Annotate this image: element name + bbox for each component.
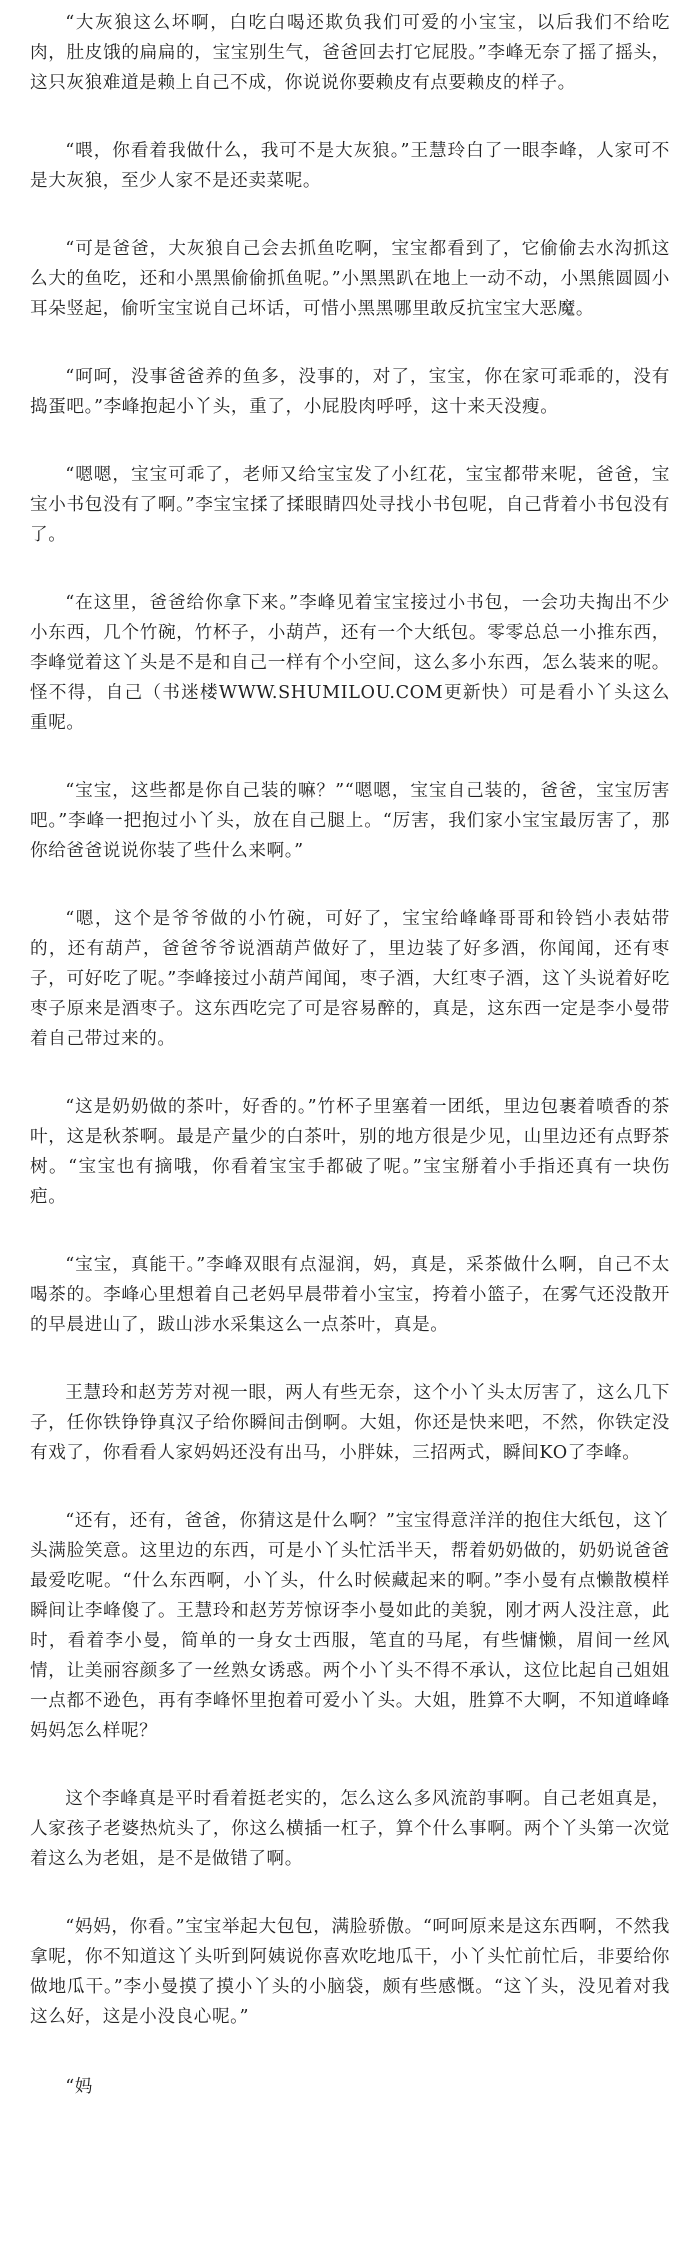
paragraph-14: “妈妈，你看。”宝宝举起大包包，满脸骄傲。“呵呵原来是这东西啊，不然我拿呢，你不知道这丫头听到阿姨说你喜欢吃地瓜干，小丫头忙前忙后，非要给你做地瓜干。”李小曼摸了摸小丫头的小脑袋，颇有些感慨。“这丫头，没见着对我这么好，这是小没良心呢。” — [30, 1917, 670, 2027]
paragraph-1: “大灰狼这么坏啊，白吃白喝还欺负我们可爱的小宝宝，以后我们不给吃肉，肚皮饿的扁扁的，宝宝别生气，爸爸回去打它屁股。”李峰无奈了摇了摇头，这只灰狼难道是赖上自己不成，你说说你要赖皮有点要赖皮的样子。 — [30, 13, 670, 93]
paragraph-10: “宝宝，真能干。”李峰双眼有点湿润，妈，真是，采茶做什么啊，自己不太喝茶的。李峰心里想着自己老妈早晨带着小宝宝，挎着小篮子，在雾气还没散开的早晨进山了，跋山涉水采集这么一点茶叶，真是。 — [30, 1255, 670, 1335]
paragraph-7: “宝宝，这些都是你自己装的嘛？”“嗯嗯，宝宝自己装的，爸爸，宝宝厉害吧。”李峰一把抱过小丫头，放在自己腿上。“厉害，我们家小宝宝最厉害了，那你给爸爸说说你装了些什么来啊。” — [30, 781, 670, 861]
paragraph-6: “在这里，爸爸给你拿下来。”李峰见着宝宝接过小书包，一会功夫掏出不少小东西，几个竹碗，竹杯子，小葫芦，还有一个大纸包。零零总总一小推东西，李峰觉着这丫头是不是和自己一样有个小空间，这么多小东西，怎么装来的呢。怪不得，自己（书迷楼WWW.SHUMILOU.COM更新快）可是看小丫头这么重呢。 — [30, 593, 670, 733]
paragraph-tail: “妈 — [65, 2077, 93, 2097]
paragraph-5: “嗯嗯，宝宝可乖了，老师又给宝宝发了小红花，宝宝都带来呢，爸爸，宝宝小书包没有了啊。”李宝宝揉了揉眼睛四处寻找小书包呢，自己背着小书包没有了。 — [30, 465, 670, 545]
paragraph-4: “呵呵，没事爸爸养的鱼多，没事的，对了，宝宝，你在家可乖乖的，没有捣蛋吧。”李峰抱起小丫头，重了，小屁股肉呼呼，这十来天没瘦。 — [30, 367, 670, 417]
paragraph-13: 这个李峰真是平时看着挺老实的，怎么这么多风流韵事啊。自己老姐真是，人家孩子老婆热炕头了，你这么横插一杠子，算个什么事啊。两个丫头第一次觉着这么为老姐，是不是做错了啊。 — [30, 1789, 670, 1869]
paragraph-8: “嗯，这个是爷爷做的小竹碗，可好了，宝宝给峰峰哥哥和铃铛小表姑带的，还有葫芦，爸爸爷爷说酒葫芦做好了，里边装了好多酒，你闻闻，还有枣子，可好吃了呢。”李峰接过小葫芦闻闻，枣子酒，大红枣子酒，这丫头说着好吃枣子原来是酒枣子。这东西吃完了可是容易醉的，真是，这东西一定是李小曼带着自己带过来的。 — [30, 909, 670, 1049]
paragraph-9: “这是奶奶做的茶叶，好香的。”竹杯子里塞着一团纸，里边包裹着喷香的茶叶，这是秋茶啊。最是产量少的白茶叶，别的地方很是少见，山里边还有点野茶树。“宝宝也有摘哦，你看着宝宝手都破了呢。”宝宝掰着小手指还真有一块伤疤。 — [30, 1097, 670, 1207]
paragraph-3: “可是爸爸，大灰狼自己会去抓鱼吃啊，宝宝都看到了，它偷偷去水沟抓这么大的鱼吃，还和小黑黑偷偷抓鱼呢。”小黑黑趴在地上一动不动，小黑熊圆圆小耳朵竖起，偷听宝宝说自己坏话，可惜小黑黑哪里敢反抗宝宝大恶魔。 — [30, 239, 670, 319]
paragraph-2: “喂，你看着我做什么，我可不是大灰狼。”王慧玲白了一眼李峰，人家可不是大灰狼，至少人家不是还卖菜呢。 — [30, 141, 670, 191]
paragraph-11: 王慧玲和赵芳芳对视一眼，两人有些无奈，这个小丫头太厉害了，这么几下子，任你铁铮铮真汉子给你瞬间击倒啊。大姐，你还是快来吧，不然，你铁定没有戏了，你看看人家妈妈还没有出马，小胖妹，三招两式，瞬间KO了李峰。 — [30, 1383, 670, 1463]
paragraph-12: “还有，还有，爸爸，你猜这是什么啊？”宝宝得意洋洋的抱住大纸包，这丫头满脸笑意。这里边的东西，可是小丫头忙活半天，帮着奶奶做的，奶奶说爸爸最爱吃呢。“什么东西啊，小丫头，什么时候藏起来的啊。”李小曼有点懒散模样瞬间让李峰傻了。王慧玲和赵芳芳惊讶李小曼如此的美貌，刚才两人没注意，此时，看着李小曼，简单的一身女士西服，笔直的马尾，有些慵懒，眉间一丝风情，让美丽容颜多了一丝熟女诱惑。两个小丫头不得不承认，这位比起自己姐姐一点都不逊色，再有李峰怀里抱着可爱小丫头。大姐，胜算不大啊，不知道峰峰妈妈怎么样呢？ — [30, 1511, 670, 1741]
